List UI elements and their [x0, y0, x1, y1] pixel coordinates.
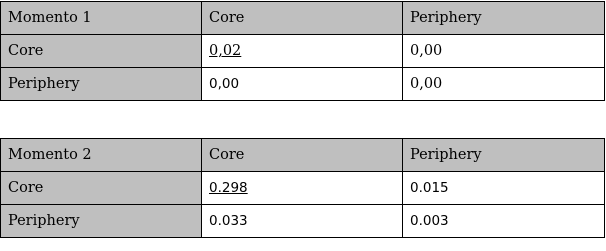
value-cell-core-core: 0.298 — [202, 172, 403, 205]
table-header-row — [1, 2, 605, 35]
table-row — [1, 68, 605, 101]
row-label-periphery: Periphery — [1, 68, 202, 101]
value-cell-periphery-periphery: 0,00 — [403, 68, 605, 101]
table-row — [1, 172, 605, 205]
row-label-periphery: Periphery — [1, 205, 202, 238]
header-cell-moment: Momento 1 — [1, 2, 202, 35]
value-cell-periphery-periphery: 0.003 — [403, 205, 605, 238]
momento-1-table — [0, 1, 605, 101]
header-cell-periphery: Periphery — [403, 139, 605, 172]
table-row — [1, 205, 605, 238]
value-cell-core-periphery: 0.015 — [403, 172, 605, 205]
value-cell-periphery-core: 0,00 — [202, 68, 403, 101]
table-row — [1, 35, 605, 68]
table-header-row — [1, 139, 605, 172]
momento-2-table — [0, 138, 605, 238]
row-label-core: Core — [1, 35, 202, 68]
value-cell-core-periphery: 0,00 — [403, 35, 605, 68]
header-cell-moment: Momento 2 — [1, 139, 202, 172]
value-cell-core-core: 0,02 — [202, 35, 403, 68]
header-cell-periphery: Periphery — [403, 2, 605, 35]
header-cell-core: Core — [202, 139, 403, 172]
header-cell-core: Core — [202, 2, 403, 35]
row-label-core: Core — [1, 172, 202, 205]
value-cell-periphery-core: 0.033 — [202, 205, 403, 238]
